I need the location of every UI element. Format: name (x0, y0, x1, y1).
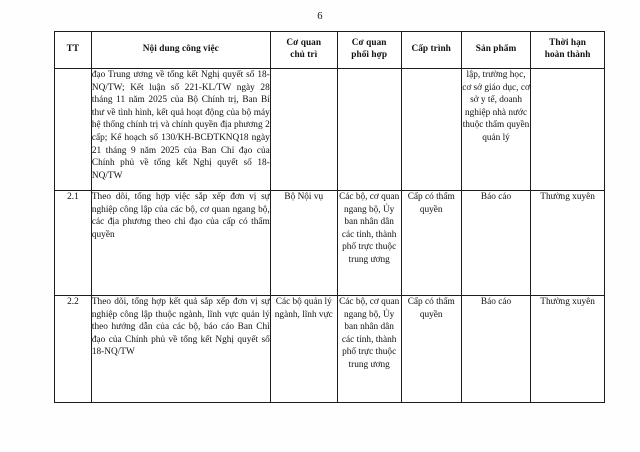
cell-san-pham: lập, trường học, cơ sở giáo dục, cơ sở y tế, doanh nghiệp nhà nước thuộc thẩm quyền quản lý (461, 69, 530, 191)
cell-co-quan-phoi-hop: Các bộ, cơ quan ngang bộ, Ủy ban nhân dân các tỉnh, thành phố trực thuộc trung ương (337, 296, 401, 403)
cell-noi-dung-cong-viec: đạo Trung ương về tổng kết Nghị quyết số 18-NQ/TW; Kết luận số 221-KL/TW ngày 28 tháng 11 năm 2025 của Bộ Chính trị, Ban Bí thư về tình hình, kết quả hoạt động của bộ máy hệ thống chính trị và chính quyền địa phương 2 cấp; Kế hoạch số 130/KH-BCĐTKNQ18 ngày 21 tháng 9 năm 2025 của Ban Chỉ đạo của Chính phủ về tổng kết Nghị quyết số 18-NQ/TW (91, 69, 270, 191)
cell-co-quan-phoi-hop: Các bộ, cơ quan ngang bộ, Ủy ban nhân dân các tỉnh, thành phố trực thuộc trung ương (337, 191, 401, 296)
column-header-noi-dung-cong-viec-line-1: Nội dung công việc (142, 43, 219, 54)
cell-noi-dung-cong-viec: Theo dõi, tổng hợp việc sắp xếp đơn vị sự nghiệp công lập của các bộ, cơ quan ngang bộ, các địa phương theo chỉ đạo của cấp có thẩm quyền (91, 191, 270, 296)
column-header-noi-dung-cong-viec (91, 32, 270, 69)
column-header-tt-line-1: TT (66, 43, 80, 54)
column-header-co-quan-phoi-hop-line-1: Cơ quan (351, 38, 387, 49)
table-header (55, 32, 605, 69)
column-header-co-quan-phoi-hop (337, 32, 401, 69)
work-plan-table (54, 31, 605, 403)
cell-thoi-han-hoan-thanh: Thường xuyên (531, 296, 605, 403)
cell-san-pham: Báo cáo (461, 296, 530, 403)
page-number: 6 (317, 11, 323, 22)
table-body (55, 69, 605, 403)
column-header-thoi-han-hoan-thanh-line-1: Thời hạn (549, 38, 586, 49)
table-row (55, 296, 605, 403)
cell-co-quan-chu-tri: Các bộ quản lý ngành, lĩnh vực (270, 296, 337, 403)
column-header-san-pham (461, 32, 530, 69)
column-header-co-quan-chu-tri-line-1: Cơ quan (286, 38, 322, 49)
column-header-co-quan-phoi-hop-line-2: phối hợp (351, 49, 388, 60)
cell-cap-trinh (401, 69, 461, 191)
cell-co-quan-chu-tri (270, 69, 337, 191)
column-header-san-pham-line-1: Sản phẩm (475, 43, 517, 54)
table-row (55, 69, 605, 191)
column-header-co-quan-chu-tri-line-2: chủ trì (290, 49, 318, 60)
cell-co-quan-phoi-hop (337, 69, 401, 191)
cell-thoi-han-hoan-thanh (531, 69, 605, 191)
cell-cap-trinh: Cấp có thẩm quyền (401, 296, 461, 403)
column-header-tt (55, 32, 92, 69)
cell-noi-dung-cong-viec: Theo dõi, tổng hợp kết quả sắp xếp đơn vị sự nghiệp công lập thuộc ngành, lĩnh vực quản lý theo hướng dẫn của các bộ, báo cáo Ban Chỉ đạo của Chính phủ về tổng kết Nghị quyết số 18-NQ/TW (91, 296, 270, 403)
column-header-cap-trinh (401, 32, 461, 69)
table-row (55, 191, 605, 296)
column-header-cap-trinh-line-1: Cấp trình (411, 43, 451, 54)
cell-tt: 2.1 (55, 191, 92, 296)
cell-cap-trinh: Cấp có thẩm quyền (401, 191, 461, 296)
cell-co-quan-chu-tri: Bộ Nội vụ (270, 191, 337, 296)
column-header-co-quan-chu-tri (270, 32, 337, 69)
table-header-row (55, 32, 605, 69)
cell-san-pham: Báo cáo (461, 191, 530, 296)
column-header-thoi-han-hoan-thanh (531, 32, 605, 69)
cell-tt (55, 69, 92, 191)
cell-tt: 2.2 (55, 296, 92, 403)
column-header-thoi-han-hoan-thanh-line-2: hoàn thành (544, 49, 591, 60)
cell-thoi-han-hoan-thanh: Thường xuyên (531, 191, 605, 296)
